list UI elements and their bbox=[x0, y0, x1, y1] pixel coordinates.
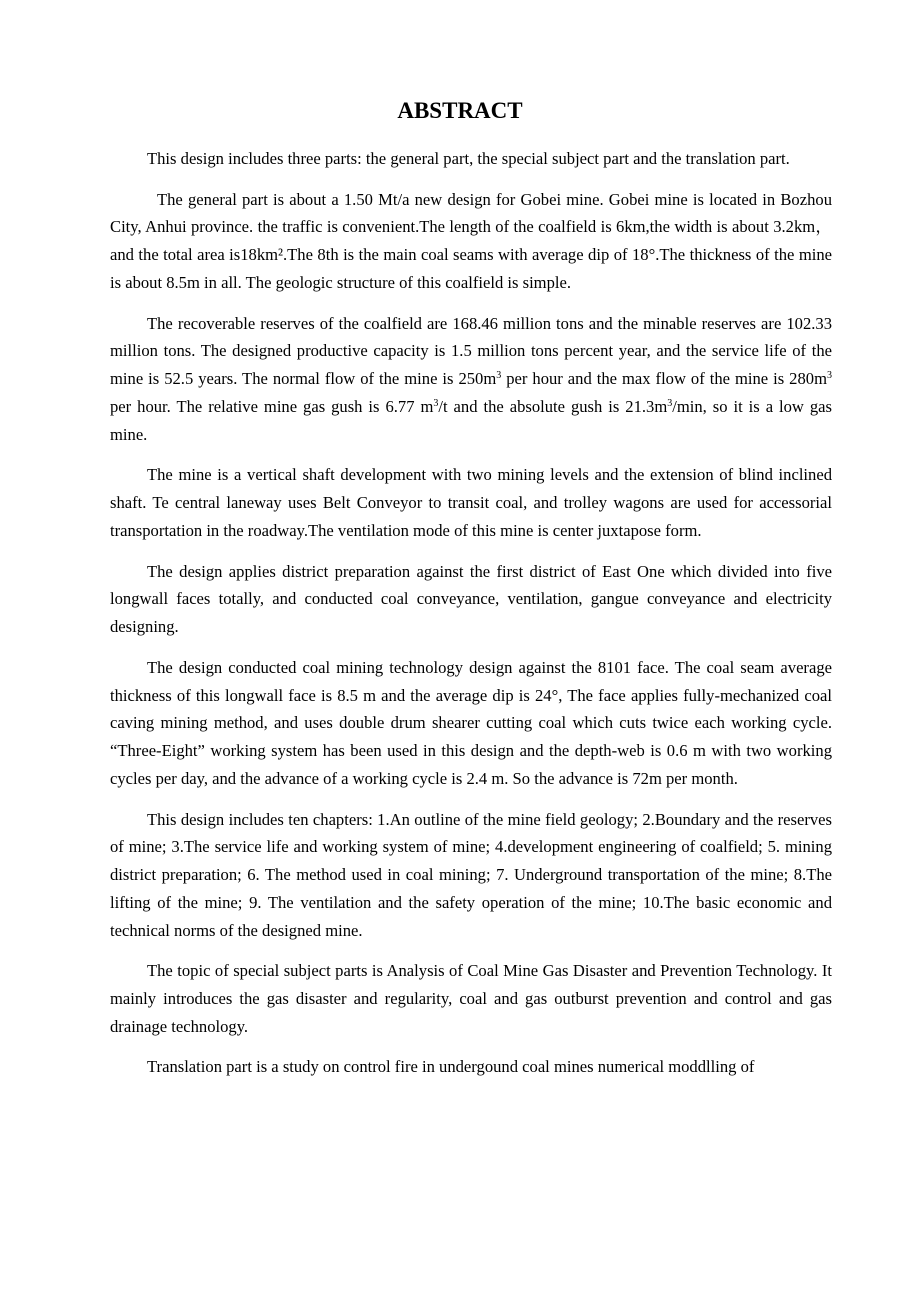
abstract-body bbox=[110, 145, 832, 1081]
reserves-text-2: per hour and the max flow of the mine is 280m bbox=[501, 369, 827, 389]
superscript-3: 3 bbox=[667, 397, 673, 409]
superscript-3: 3 bbox=[433, 397, 439, 409]
reserves-text-3: per hour. The relative mine gas gush is 6.77 m bbox=[110, 396, 434, 416]
paragraph-chapters: This design includes ten chapters: 1.An outline of the mine field geology; 2.Boundary and the reserves of mine; 3.The service life and working system of mine; 4.development engineering of coalfield; 5. mining district preparation; 6. The method used in coal mining; 7. Underground transportation of the mine; 8.The lifting of the mine; 9. The ventilation and the safety operation of the mine; 10.The basic economic and technical norms of the designed mine. bbox=[110, 809, 832, 940]
superscript-3: 3 bbox=[827, 370, 832, 382]
paragraph-reserves bbox=[110, 310, 832, 449]
general-part-text: The general part is about a 1.50 Mt/a new design for Gobei mine. Gobei mine is located in Bozhou City, Anhui province. the traffic is convenient.The length of the coalfield is 6km,the width is about 3.2km，and the total area is18km² bbox=[110, 189, 832, 265]
paragraph-district-preparation: The design applies district preparation against the first district of East One which divided into five longwall faces totally, and conducted coal conveyance, ventilation, gangue conveyance and electricity designing. bbox=[110, 561, 832, 637]
paragraph-translation-part: Translation part is a study on control fire in undergound coal mines numerical moddlling of bbox=[147, 1057, 755, 1077]
reserves-text-5: /min, so it is a low gas mine. bbox=[110, 396, 832, 444]
reserves-text-4: /t and the absolute gush is 21.3m bbox=[438, 396, 668, 416]
paragraph-special-subject: The topic of special subject parts is Analysis of Coal Mine Gas Disaster and Prevention Technology. It mainly introduces the gas disaster and regularity, coal and gas outburst prevention and control and gas drainage technology. bbox=[110, 961, 832, 1036]
paragraph-development: The mine is a vertical shaft development with two mining levels and the extension of blind inclined shaft. Te central laneway uses Belt Conveyor to transit coal, and trolley wagons are used for accessorial transportation in the roadway.The ventilation mode of this mine is center juxtapose form. bbox=[110, 465, 832, 540]
reserves-text-1: The recoverable reserves of the coalfield are 168.46 million tons and the minable reserves are 102.33 million tons. The designed productive capacity is 1.5 million tons percent year, and the service life of the mine is 52.5 years. The normal flow of the mine is 250m bbox=[110, 313, 832, 389]
paragraph-general-part bbox=[110, 186, 832, 297]
paragraph-mining-technology: The design conducted coal mining technology design against the 8101 face. The coal seam average thickness of this longwall face is 8.5 m and the average dip is 24°, The face applies fully-mechanized coal caving mining method, and uses double drum shearer cutting coal which cuts twice each working cycle. “Three-Eight” working system has been used in this design and the depth-web is 0.6 m with two working cycles per day, and the advance of a working cycle is 2.4 m. So the advance is 72m per month. bbox=[110, 657, 832, 788]
general-part-text-cont: .The 8th is the main coal seams with average dip of 18°.The thickness of the mine is about 8.5m in all. The geologic structure of this coalfield is simple. bbox=[110, 245, 833, 292]
paragraph-overview: This design includes three parts: the general part, the special subject part and the translation part. bbox=[147, 149, 790, 168]
superscript-3: 3 bbox=[496, 370, 502, 382]
page-title: ABSTRACT bbox=[397, 98, 523, 123]
